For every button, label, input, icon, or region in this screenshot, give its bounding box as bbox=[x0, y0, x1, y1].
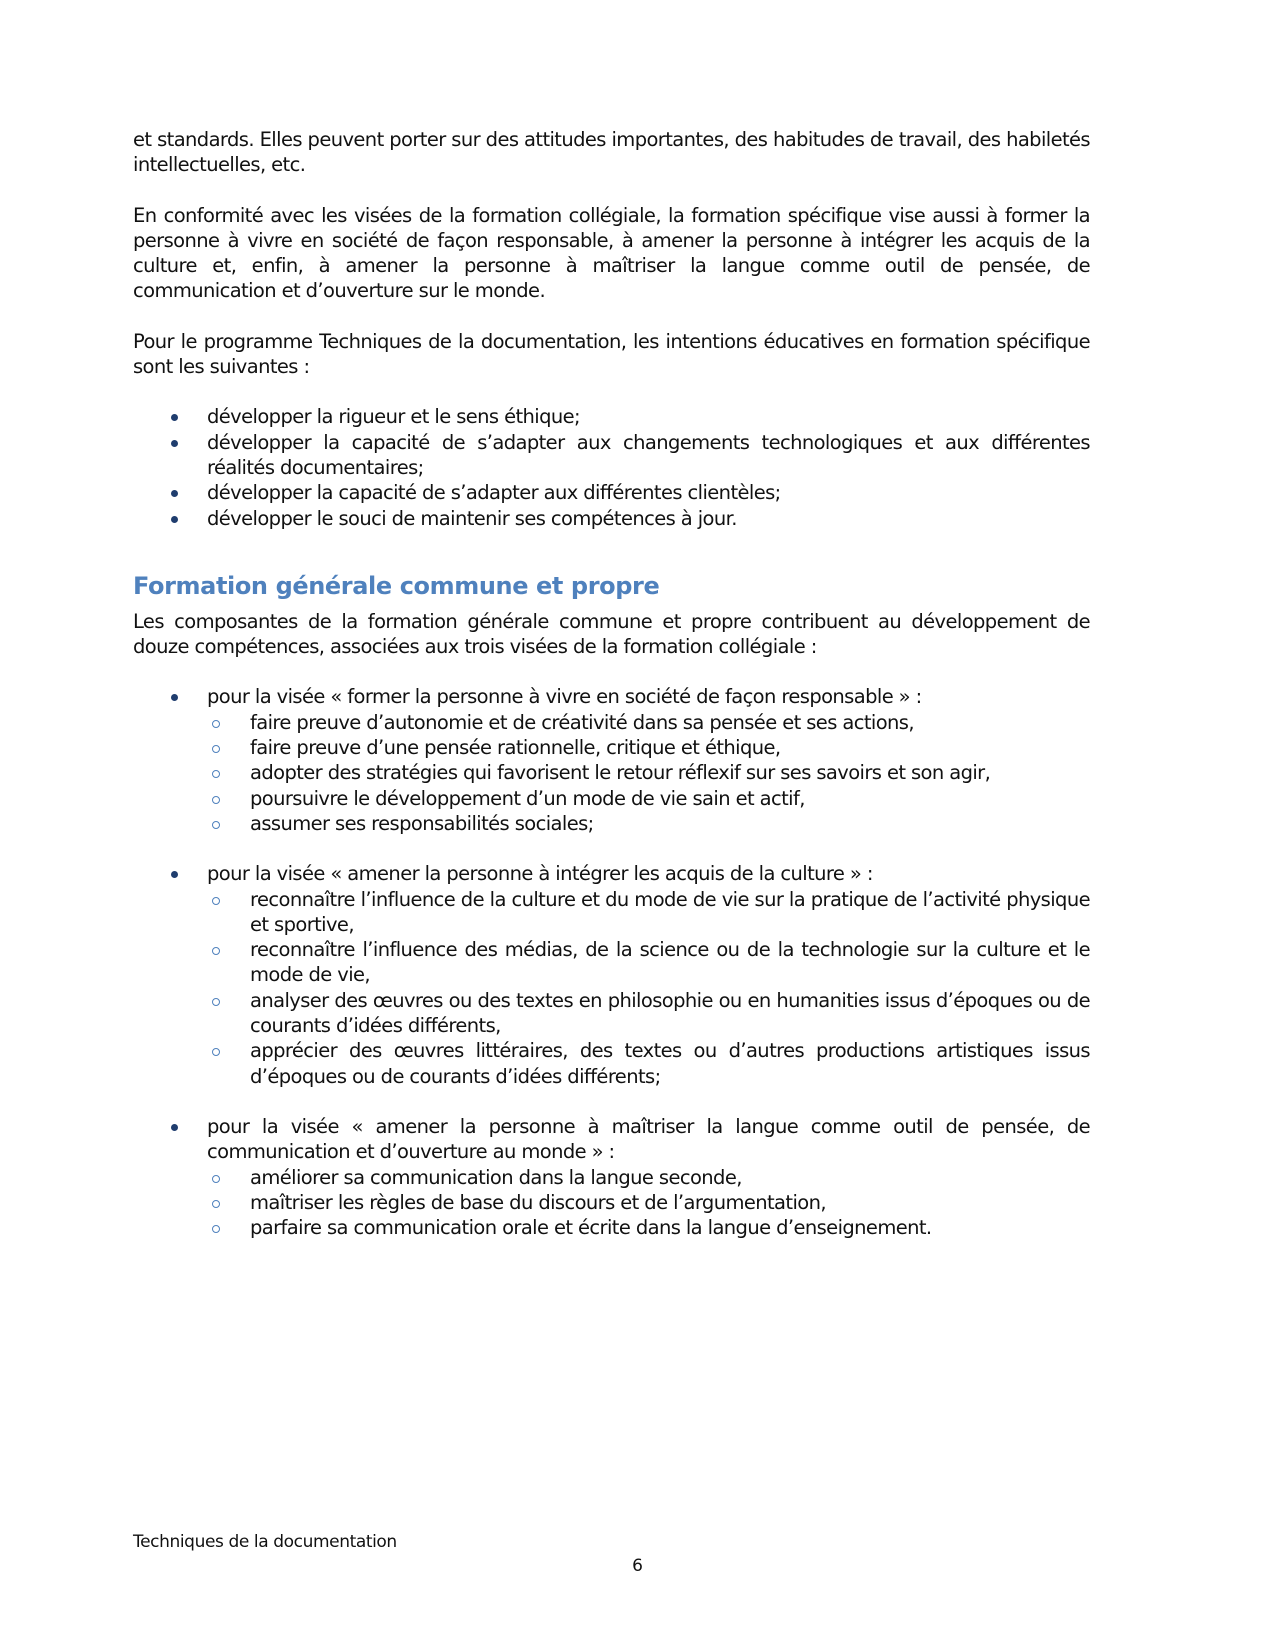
list-item: développer le souci de maintenir ses compétences à jour. bbox=[133, 506, 1090, 531]
competence-item: poursuivre le développement d’un mode de vie sain et actif, bbox=[207, 786, 1090, 811]
competence-item: améliorer sa communication dans la langue seconde, bbox=[207, 1165, 1090, 1190]
list-item: développer la rigueur et le sens éthique; bbox=[133, 404, 1090, 429]
competence-item: analyser des œuvres ou des textes en philosophie ou en humanities issus d’époques ou de courants d’idées différents, bbox=[207, 988, 1090, 1039]
competence-item: parfaire sa communication orale et écrite dans la langue d’enseignement. bbox=[207, 1215, 1090, 1240]
competence-item: assumer ses responsabilités sociales; bbox=[207, 811, 1090, 836]
section-heading: Formation générale commune et propre bbox=[133, 571, 660, 600]
visee-group bbox=[133, 684, 1090, 836]
list-item: développer la capacité de s’adapter aux changements technologiques et aux différentes réalités documentaires; bbox=[133, 430, 1090, 481]
page-body bbox=[133, 127, 1090, 1265]
page-number: 6 bbox=[632, 1556, 643, 1576]
visee-group bbox=[133, 861, 1090, 1089]
competence-item: adopter des stratégies qui favorisent le retour réflexif sur ses savoirs et son agir, bbox=[207, 760, 1090, 785]
competence-item: reconnaître l’influence de la culture et du mode de vie sur la pratique de l’activité physique et sportive, bbox=[207, 887, 1090, 938]
competence-item: apprécier des œuvres littéraires, des textes ou d’autres productions artistiques issus d’époques ou de courants d’idées différents; bbox=[207, 1038, 1090, 1089]
list-item: développer la capacité de s’adapter aux différentes clientèles; bbox=[133, 480, 1090, 505]
footer-title: Techniques de la documentation bbox=[133, 1532, 397, 1552]
competence-list bbox=[207, 1165, 1090, 1241]
visee-label: pour la visée « amener la personne à intégrer les acquis de la culture » : bbox=[207, 862, 873, 886]
competence-item: reconnaître l’influence des médias, de la science ou de la technologie sur la culture et le mode de vie, bbox=[207, 937, 1090, 988]
visee-label: pour la visée « amener la personne à maîtriser la langue comme outil de pensée, de communication et d’ouverture au monde » : bbox=[207, 1114, 1090, 1164]
competence-item: maîtriser les règles de base du discours et de l’argumentation, bbox=[207, 1190, 1090, 1215]
visee-group bbox=[133, 1114, 1090, 1240]
paragraph: Pour le programme Techniques de la documentation, les intentions éducatives en formation spécifique sont les suivantes : bbox=[133, 329, 1090, 379]
visee-label: pour la visée « former la personne à vivre en société de façon responsable » : bbox=[207, 685, 922, 709]
paragraph: En conformité avec les visées de la formation collégiale, la formation spécifique vise aussi à former la personne à vivre en société de façon responsable, à amener la personne à intégrer les acquis de la culture et, enfin, à amener la personne à maîtriser la langue comme outil de pensée, de communication et d’ouverture sur le monde. bbox=[133, 203, 1090, 303]
intentions-list bbox=[133, 404, 1090, 530]
competence-list bbox=[207, 710, 1090, 836]
section-intro: Les composantes de la formation générale commune et propre contribuent au développement de douze compétences, associées aux trois visées de la formation collégiale : bbox=[133, 609, 1090, 659]
competence-item: faire preuve d’autonomie et de créativité dans sa pensée et ses actions, bbox=[207, 710, 1090, 735]
paragraph: et standards. Elles peuvent porter sur des attitudes importantes, des habitudes de travail, des habiletés intellectuelles, etc. bbox=[133, 128, 1090, 177]
competence-groups bbox=[133, 684, 1090, 1240]
competence-item: faire preuve d’une pensée rationnelle, critique et éthique, bbox=[207, 735, 1090, 760]
competence-list bbox=[207, 887, 1090, 1089]
